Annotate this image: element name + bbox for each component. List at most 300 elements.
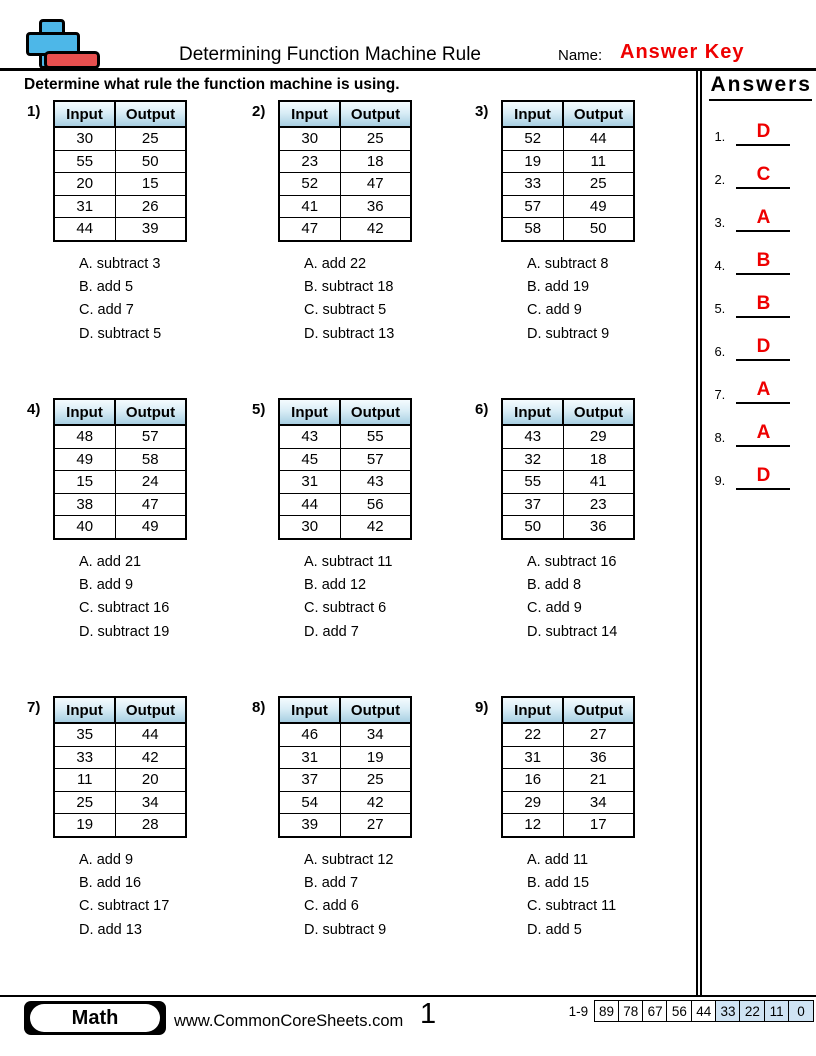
table-cell: 43 (279, 425, 340, 448)
answer-blank-line (736, 251, 790, 275)
answer-blank-line (736, 423, 790, 447)
table-cell: 17 (563, 814, 634, 837)
problem-number: 7) (27, 699, 41, 716)
table-cell: 34 (563, 791, 634, 814)
choice-option: C. add 9 (527, 600, 582, 617)
table-cell: 50 (563, 218, 634, 241)
problem-body (53, 696, 187, 942)
input-output-table (501, 398, 635, 540)
table-cell: 31 (54, 195, 115, 218)
minus-icon (44, 51, 100, 69)
table-cell: 25 (340, 769, 411, 792)
table-cell: 20 (54, 173, 115, 196)
table-row (54, 127, 186, 150)
answer-item (709, 232, 812, 275)
table-cell: 42 (340, 516, 411, 539)
table-row (54, 218, 186, 241)
choice-option: C. subtract 17 (79, 898, 170, 915)
problem (27, 398, 252, 696)
table-row (54, 746, 186, 769)
table-cell: 41 (563, 471, 634, 494)
score-box: 0 (788, 1000, 814, 1022)
table-row (279, 173, 411, 196)
problem (475, 398, 698, 696)
answer-blank-line (736, 466, 790, 490)
answer-letter: C (756, 164, 771, 186)
table-cell: 56 (340, 493, 411, 516)
problem-number: 1) (27, 103, 41, 120)
table-row (279, 195, 411, 218)
choice-option: B. add 16 (79, 874, 142, 891)
score-box: 56 (666, 1000, 692, 1022)
table-cell: 40 (54, 516, 115, 539)
score-box: 22 (739, 1000, 765, 1022)
table-cell: 58 (502, 218, 563, 241)
input-output-table (278, 696, 412, 838)
answer-letter: D (756, 465, 771, 487)
table-cell: 25 (115, 127, 186, 150)
table-cell: 52 (502, 127, 563, 150)
table-cell: 29 (563, 425, 634, 448)
table-cell: 47 (279, 218, 340, 241)
answer-letter: A (756, 422, 771, 444)
choice-option: B. add 7 (304, 874, 359, 891)
choice-list (304, 253, 412, 347)
column-header: Input (279, 101, 340, 127)
table-row (279, 425, 411, 448)
table-cell: 44 (563, 127, 634, 150)
problem (475, 696, 698, 942)
choice-option: A. subtract 12 (304, 851, 394, 868)
column-header: Input (54, 399, 115, 425)
table-cell: 42 (115, 746, 186, 769)
answer-number: 2. (714, 172, 726, 187)
table-row (502, 471, 634, 494)
column-header: Input (502, 101, 563, 127)
problem (27, 696, 252, 942)
table-row (279, 723, 411, 746)
table-cell: 39 (279, 814, 340, 837)
table-cell: 52 (279, 173, 340, 196)
choice-option: C. add 7 (79, 302, 134, 319)
table-cell: 43 (502, 425, 563, 448)
table-row (54, 791, 186, 814)
table-cell: 49 (563, 195, 634, 218)
table-row (502, 723, 634, 746)
answer-letter: A (756, 379, 771, 401)
problem-number: 5) (252, 401, 266, 418)
input-output-table (501, 696, 635, 838)
column-header: Output (563, 399, 634, 425)
answer-item (709, 318, 812, 361)
answer-number: 5. (714, 301, 726, 316)
table-row (54, 195, 186, 218)
choice-option: D. subtract 19 (79, 623, 170, 640)
table-cell: 18 (563, 448, 634, 471)
table-cell: 37 (502, 493, 563, 516)
problem-body (501, 398, 635, 644)
table-row (54, 471, 186, 494)
table-cell: 22 (502, 723, 563, 746)
problem-body (278, 696, 412, 942)
choice-option: A. add 22 (304, 255, 367, 272)
column-header: Output (340, 697, 411, 723)
table-row (54, 150, 186, 173)
answer-blank-line (736, 165, 790, 189)
choice-option: D. add 5 (527, 921, 582, 938)
table-cell: 36 (340, 195, 411, 218)
score-box: 89 (594, 1000, 620, 1022)
answer-letter: D (756, 121, 771, 143)
table-cell: 47 (115, 493, 186, 516)
choice-list (527, 551, 635, 645)
table-cell: 36 (563, 746, 634, 769)
table-cell: 29 (502, 791, 563, 814)
table-row (279, 493, 411, 516)
choice-option: B. add 8 (527, 576, 582, 593)
problem-number: 2) (252, 103, 266, 120)
table-row (54, 723, 186, 746)
column-header: Output (563, 101, 634, 127)
input-output-table (278, 398, 412, 540)
problem (252, 100, 475, 398)
choice-option: D. subtract 9 (304, 921, 387, 938)
table-cell: 48 (54, 425, 115, 448)
choice-option: A. subtract 8 (527, 255, 609, 272)
answer-blank-line (736, 337, 790, 361)
answer-letter: A (756, 207, 771, 229)
website-url: www.CommonCoreSheets.com (174, 1012, 404, 1030)
table-row (502, 791, 634, 814)
table-cell: 41 (279, 195, 340, 218)
worksheet-footer (0, 995, 816, 1056)
table-cell: 23 (563, 493, 634, 516)
answer-number: 1. (714, 129, 726, 144)
choice-option: B. add 5 (79, 278, 134, 295)
table-cell: 30 (279, 127, 340, 150)
choice-option: A. add 11 (527, 851, 589, 868)
column-header: Output (563, 697, 634, 723)
table-row (54, 814, 186, 837)
plus-icon (43, 36, 61, 52)
answer-number: 7. (714, 387, 726, 402)
table-row (502, 493, 634, 516)
problem-body (501, 696, 635, 942)
page-number: 1 (420, 998, 437, 1030)
table-cell: 57 (340, 448, 411, 471)
column-header: Output (115, 399, 186, 425)
problems-grid (0, 100, 696, 942)
page-title: Determining Function Machine Rule (178, 44, 482, 65)
column-header: Input (54, 697, 115, 723)
table-cell: 57 (115, 425, 186, 448)
answer-blank-line (736, 294, 790, 318)
table-cell: 47 (340, 173, 411, 196)
table-cell: 11 (563, 150, 634, 173)
answer-letter: B (756, 293, 771, 315)
table-row (502, 150, 634, 173)
problem-number: 4) (27, 401, 41, 418)
input-output-table (53, 100, 187, 242)
answer-number: 8. (714, 430, 726, 445)
column-header: Input (279, 697, 340, 723)
table-cell: 31 (502, 746, 563, 769)
choice-option: B. add 9 (79, 576, 134, 593)
table-row (502, 127, 634, 150)
name-label: Name: (558, 47, 603, 64)
table-cell: 34 (340, 723, 411, 746)
worksheet-header (0, 0, 816, 71)
table-row (54, 493, 186, 516)
answer-item (709, 404, 812, 447)
choice-option: D. add 13 (79, 921, 142, 938)
subject-badge (24, 1001, 166, 1035)
table-cell: 31 (279, 471, 340, 494)
table-cell: 33 (502, 173, 563, 196)
table-cell: 45 (279, 448, 340, 471)
choice-option: B. add 15 (527, 874, 590, 891)
answer-letter: D (756, 336, 771, 358)
choice-option: C. subtract 16 (79, 600, 170, 617)
answer-blank-line (736, 380, 790, 404)
input-output-table (501, 100, 635, 242)
table-cell: 30 (279, 516, 340, 539)
choice-option: C. subtract 11 (527, 898, 617, 915)
column-header: Output (115, 697, 186, 723)
table-cell: 49 (54, 448, 115, 471)
table-cell: 32 (502, 448, 563, 471)
choice-option: D. subtract 9 (527, 325, 610, 342)
answer-item (709, 189, 812, 232)
problems-area (0, 71, 696, 995)
answer-item (709, 275, 812, 318)
choice-list (304, 849, 412, 943)
table-cell: 27 (340, 814, 411, 837)
choice-option: D. subtract 5 (79, 325, 162, 342)
table-row (502, 425, 634, 448)
table-row (279, 791, 411, 814)
table-row (502, 448, 634, 471)
table-cell: 43 (340, 471, 411, 494)
choice-option: C. subtract 6 (304, 600, 387, 617)
problem-body (53, 100, 187, 346)
table-cell: 12 (502, 814, 563, 837)
table-row (279, 814, 411, 837)
column-header: Input (279, 399, 340, 425)
score-box: 33 (715, 1000, 741, 1022)
table-cell: 18 (340, 150, 411, 173)
problem (475, 100, 698, 398)
problem-body (278, 398, 412, 644)
input-output-table (53, 696, 187, 838)
table-cell: 55 (54, 150, 115, 173)
choice-option: A. subtract 3 (79, 255, 161, 272)
table-row (279, 769, 411, 792)
problem (27, 100, 252, 398)
table-cell: 15 (115, 173, 186, 196)
problem-number: 6) (475, 401, 489, 418)
table-row (54, 769, 186, 792)
table-cell: 44 (279, 493, 340, 516)
answer-item (709, 146, 812, 189)
table-row (502, 173, 634, 196)
table-cell: 19 (340, 746, 411, 769)
answer-number: 4. (714, 258, 726, 273)
choice-option: B. subtract 18 (304, 278, 394, 295)
problem-number: 3) (475, 103, 489, 120)
table-cell: 44 (115, 723, 186, 746)
table-cell: 26 (115, 195, 186, 218)
table-row (279, 127, 411, 150)
problem-number: 9) (475, 699, 489, 716)
table-row (279, 150, 411, 173)
table-row (502, 769, 634, 792)
column-header: Input (54, 101, 115, 127)
name-value-answer-key: Answer Key (620, 41, 745, 63)
table-cell: 25 (54, 791, 115, 814)
table-row (54, 425, 186, 448)
answer-blank-line (736, 122, 790, 146)
column-header: Output (340, 399, 411, 425)
table-cell: 15 (54, 471, 115, 494)
table-row (502, 195, 634, 218)
choice-option: B. add 19 (527, 278, 590, 295)
table-cell: 39 (115, 218, 186, 241)
table-cell: 49 (115, 516, 186, 539)
input-output-table (278, 100, 412, 242)
choice-list (527, 849, 635, 943)
table-cell: 57 (502, 195, 563, 218)
table-row (279, 448, 411, 471)
table-cell: 25 (563, 173, 634, 196)
choice-list (79, 253, 187, 347)
table-cell: 37 (279, 769, 340, 792)
table-row (279, 516, 411, 539)
table-cell: 31 (279, 746, 340, 769)
table-cell: 58 (115, 448, 186, 471)
problem (252, 398, 475, 696)
table-cell: 19 (54, 814, 115, 837)
answer-number: 3. (714, 215, 726, 230)
subject-badge-label: Math (30, 1004, 160, 1032)
choice-list (79, 551, 187, 645)
table-cell: 55 (502, 471, 563, 494)
table-cell: 38 (54, 493, 115, 516)
table-cell: 23 (279, 150, 340, 173)
table-row (502, 516, 634, 539)
table-cell: 16 (502, 769, 563, 792)
choice-option: B. add 12 (304, 576, 367, 593)
table-row (502, 746, 634, 769)
table-cell: 33 (54, 746, 115, 769)
table-cell: 42 (340, 218, 411, 241)
problem (252, 696, 475, 942)
table-cell: 24 (115, 471, 186, 494)
table-cell: 55 (340, 425, 411, 448)
table-cell: 30 (54, 127, 115, 150)
answer-letter: B (756, 250, 771, 272)
table-row (279, 746, 411, 769)
input-output-table (53, 398, 187, 540)
score-box: 11 (764, 1000, 790, 1022)
problem-body (501, 100, 635, 346)
choice-list (79, 849, 187, 943)
table-row (54, 173, 186, 196)
table-cell: 35 (54, 723, 115, 746)
choice-option: D. subtract 13 (304, 325, 395, 342)
table-cell: 36 (563, 516, 634, 539)
table-cell: 44 (54, 218, 115, 241)
table-cell: 50 (115, 150, 186, 173)
answer-item (709, 361, 812, 404)
table-cell: 19 (502, 150, 563, 173)
table-row (54, 448, 186, 471)
table-cell: 50 (502, 516, 563, 539)
table-cell: 20 (115, 769, 186, 792)
choice-list (304, 551, 412, 645)
choice-option: A. subtract 11 (304, 553, 393, 570)
table-cell: 11 (54, 769, 115, 792)
plus-minus-logo-icon (24, 10, 86, 68)
content-area (0, 71, 816, 995)
score-box: 67 (642, 1000, 668, 1022)
problem-body (278, 100, 412, 346)
score-strip (569, 1000, 814, 1022)
choice-list (527, 253, 635, 347)
answer-number: 9. (714, 473, 726, 488)
choice-option: D. add 7 (304, 623, 359, 640)
table-cell: 25 (340, 127, 411, 150)
choice-option: C. add 6 (304, 898, 359, 915)
table-cell: 54 (279, 791, 340, 814)
table-row (279, 218, 411, 241)
score-box: 78 (618, 1000, 644, 1022)
table-cell: 42 (340, 791, 411, 814)
table-cell: 28 (115, 814, 186, 837)
answer-number: 6. (714, 344, 726, 359)
choice-option: D. subtract 14 (527, 623, 618, 640)
table-row (502, 814, 634, 837)
table-cell: 27 (563, 723, 634, 746)
column-header: Input (502, 697, 563, 723)
answers-list (709, 103, 812, 490)
choice-option: C. subtract 5 (304, 302, 387, 319)
table-row (502, 218, 634, 241)
choice-option: A. add 9 (79, 851, 134, 868)
answer-blank-line (736, 208, 790, 232)
table-cell: 34 (115, 791, 186, 814)
answers-panel-title: Answers (709, 73, 812, 101)
table-row (54, 516, 186, 539)
column-header: Output (115, 101, 186, 127)
instruction-text: Determine what rule the function machine is using. (24, 76, 400, 93)
table-row (279, 471, 411, 494)
choice-option: A. add 21 (79, 553, 142, 570)
answer-item (709, 447, 812, 490)
problem-range-label: 1-9 (568, 1003, 589, 1019)
table-cell: 21 (563, 769, 634, 792)
problem-number: 8) (252, 699, 266, 716)
choice-option: A. subtract 16 (527, 553, 617, 570)
table-cell: 46 (279, 723, 340, 746)
score-box: 44 (691, 1000, 717, 1022)
choice-option: C. add 9 (527, 302, 582, 319)
column-header: Output (340, 101, 411, 127)
answers-panel (696, 71, 816, 995)
answer-item (709, 103, 812, 146)
column-header: Input (502, 399, 563, 425)
problem-body (53, 398, 187, 644)
